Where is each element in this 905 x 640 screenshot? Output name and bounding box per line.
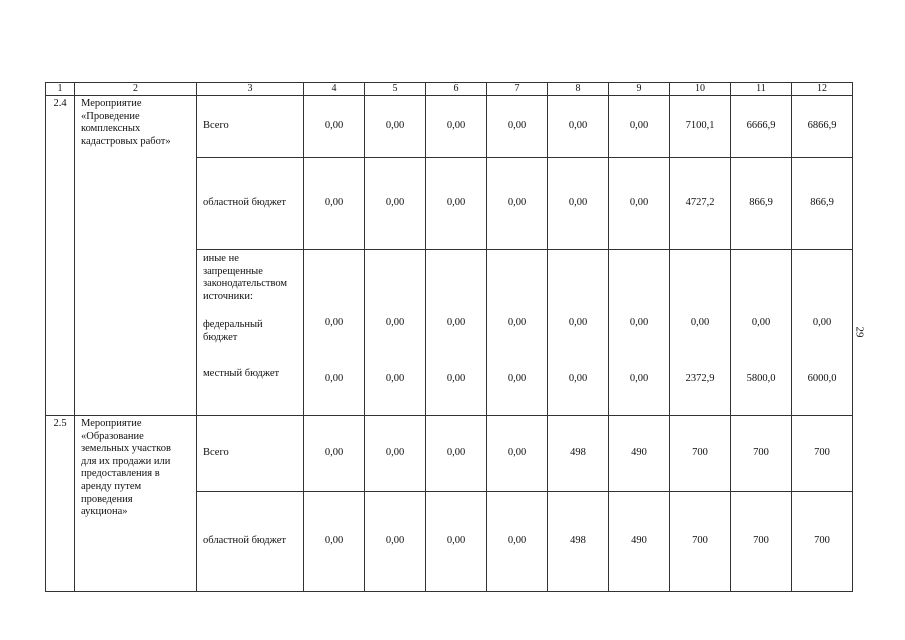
budget-table xyxy=(45,82,853,592)
source-label: бюджет xyxy=(203,331,238,343)
table-row xyxy=(46,96,853,158)
value-cell: 0,00 xyxy=(304,96,365,158)
source-label: федеральный xyxy=(203,319,263,331)
col-header: 1 xyxy=(46,83,75,96)
row-index: 2.5 xyxy=(46,416,75,592)
source-label: местный бюджет xyxy=(203,367,280,379)
value-cell: 498 xyxy=(548,492,609,592)
local-value: 0,00 xyxy=(568,373,588,385)
source-intro-line: законодательством xyxy=(203,278,288,290)
value-cell xyxy=(304,250,365,416)
description-line: аренду путем xyxy=(81,480,142,492)
federal-value: 0,00 xyxy=(751,317,771,329)
value-cell: 700 xyxy=(670,416,731,492)
description-line: кадастровых работ» xyxy=(81,135,171,147)
source-label: Всего xyxy=(197,416,304,492)
federal-value: 0,00 xyxy=(629,317,649,329)
value-cell: 700 xyxy=(670,492,731,592)
federal-value: 0,00 xyxy=(812,317,832,329)
value-cell xyxy=(670,250,731,416)
value-cell xyxy=(548,250,609,416)
description-line: Мероприятие xyxy=(81,418,142,429)
value-cell: 700 xyxy=(792,416,853,492)
value-cell: 0,00 xyxy=(609,158,670,250)
value-cell: 0,00 xyxy=(365,416,426,492)
value-cell: 0,00 xyxy=(426,158,487,250)
value-cell: 0,00 xyxy=(426,96,487,158)
value-cell: 6866,9 xyxy=(792,96,853,158)
value-cell: 0,00 xyxy=(609,96,670,158)
value-cell: 700 xyxy=(731,416,792,492)
col-header: 9 xyxy=(609,83,670,96)
value-cell: 0,00 xyxy=(548,96,609,158)
description-line: для их продажи или xyxy=(81,455,171,467)
source-intro-line: иные не xyxy=(203,253,239,264)
col-header: 2 xyxy=(75,83,197,96)
value-cell: 0,00 xyxy=(304,416,365,492)
local-value: 2372,9 xyxy=(685,373,715,385)
table-row xyxy=(46,416,853,492)
value-cell: 0,00 xyxy=(548,158,609,250)
value-cell: 0,00 xyxy=(304,492,365,592)
header-row xyxy=(46,83,853,96)
value-cell: 490 xyxy=(609,416,670,492)
federal-value: 0,00 xyxy=(446,317,466,329)
value-cell: 0,00 xyxy=(487,158,548,250)
value-cell: 0,00 xyxy=(426,492,487,592)
local-value: 0,00 xyxy=(446,373,466,385)
value-cell xyxy=(487,250,548,416)
value-cell: 700 xyxy=(731,492,792,592)
value-cell xyxy=(609,250,670,416)
value-cell: 498 xyxy=(548,416,609,492)
local-value: 0,00 xyxy=(507,373,527,385)
description-line: земельных участков xyxy=(81,443,171,455)
federal-value: 0,00 xyxy=(385,317,405,329)
description-line: предоставления в xyxy=(81,468,160,480)
value-cell: 866,9 xyxy=(792,158,853,250)
federal-value: 0,00 xyxy=(324,317,344,329)
value-cell: 7100,1 xyxy=(670,96,731,158)
value-cell xyxy=(365,250,426,416)
value-cell xyxy=(731,250,792,416)
federal-value: 0,00 xyxy=(568,317,588,329)
federal-value: 0,00 xyxy=(690,317,710,329)
source-intro-line: источники: xyxy=(203,290,253,302)
federal-value: 0,00 xyxy=(507,317,527,329)
value-cell xyxy=(426,250,487,416)
description-line: «Образование xyxy=(81,430,144,442)
col-header: 5 xyxy=(365,83,426,96)
value-cell: 0,00 xyxy=(487,96,548,158)
description-line: проведения xyxy=(81,493,133,505)
value-cell: 4727,2 xyxy=(670,158,731,250)
value-cell: 490 xyxy=(609,492,670,592)
value-cell: 0,00 xyxy=(487,492,548,592)
source-label: областной бюджет xyxy=(197,158,304,250)
col-header: 12 xyxy=(792,83,853,96)
source-intro-line: запрещенные xyxy=(203,265,263,277)
description-line: Мероприятие xyxy=(81,98,142,109)
col-header: 11 xyxy=(731,83,792,96)
source-label: областной бюджет xyxy=(197,492,304,592)
col-header: 10 xyxy=(670,83,731,96)
value-cell: 866,9 xyxy=(731,158,792,250)
description-line: «Проведение xyxy=(81,110,140,122)
measure-description xyxy=(75,416,197,592)
value-cell: 0,00 xyxy=(365,492,426,592)
value-cell: 700 xyxy=(792,492,853,592)
local-value: 5800,0 xyxy=(746,373,776,385)
value-cell xyxy=(792,250,853,416)
col-header: 7 xyxy=(487,83,548,96)
value-cell: 0,00 xyxy=(487,416,548,492)
local-value: 0,00 xyxy=(324,373,344,385)
source-label-cell xyxy=(197,250,304,416)
value-cell: 6666,9 xyxy=(731,96,792,158)
row-index: 2.4 xyxy=(46,96,75,416)
value-cell: 0,00 xyxy=(365,158,426,250)
value-cell: 0,00 xyxy=(426,416,487,492)
col-header: 8 xyxy=(548,83,609,96)
value-cell: 0,00 xyxy=(365,96,426,158)
description-line: аукциона» xyxy=(81,506,128,518)
col-header: 3 xyxy=(197,83,304,96)
measure-description xyxy=(75,96,197,416)
source-label: Всего xyxy=(197,96,304,158)
value-cell: 0,00 xyxy=(304,158,365,250)
local-value: 0,00 xyxy=(629,373,649,385)
description-line: комплексных xyxy=(81,123,141,135)
col-header: 4 xyxy=(304,83,365,96)
col-header: 6 xyxy=(426,83,487,96)
page-number: 29 xyxy=(853,326,866,338)
local-value: 6000,0 xyxy=(807,373,837,385)
local-value: 0,00 xyxy=(385,373,405,385)
